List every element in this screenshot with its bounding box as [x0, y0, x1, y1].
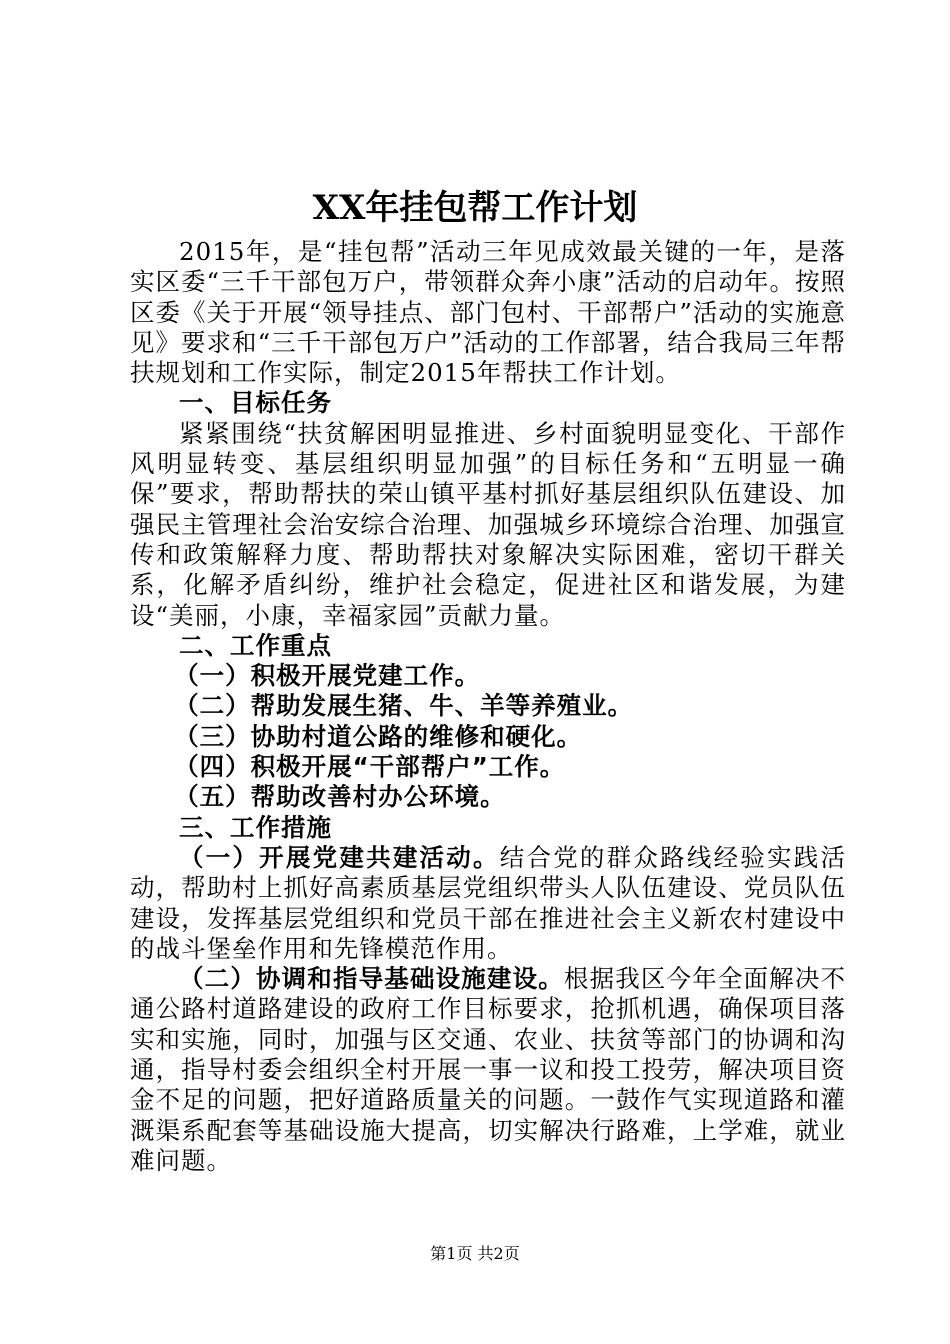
document-title: XX年挂包帮工作计划	[312, 188, 638, 228]
focus-item: （三）协助村道公路的维修和硬化。	[174, 721, 583, 751]
page-number-footer: 第1页 共2页	[430, 1244, 520, 1263]
section-heading-goals: 一、目标任务	[179, 388, 332, 418]
measure-paragraph-2	[130, 964, 846, 1176]
measure-body-1: 结合党的群众路线经验实践活动，帮助村上抓好高素质基层党组织带头人队伍建设、党员队伍建设，发挥基层党组织和党员干部在推进社会主义新农村建设中的战斗堡垒作用和先锋模范作用。	[130, 842, 846, 963]
section-heading-measures: 三、工作措施	[179, 812, 332, 842]
measure-lead-2: （二）协调和指导基础设施建设。	[179, 964, 564, 994]
document-body	[130, 237, 846, 1176]
focus-item: （一）积极开展党建工作。	[174, 661, 481, 691]
focus-item: （四）积极开展“干部帮户”工作。	[174, 752, 566, 782]
goals-paragraph: 紧紧围绕“扶贫解困明显推进、乡村面貌明显变化、干部作风明显转变、基层组织明显加强”的目标任务和“五明显一确保”要求，帮助帮扶的荣山镇平基村抓好基层组织队伍建设、加强民主管理社会治安综合治理、加强城乡环境综合治理、加强宣传和政策解释力度、帮助帮扶对象解决实际困难，密切干群关系，化解矛盾纠纷，维护社会稳定，促进社区和谐发展，为建设“美丽，小康，幸福家园”贡献力量。	[130, 418, 846, 630]
measure-body-2: 根据我区今年全面解决不通公路村道路建设的政府工作目标要求，抢抓机遇，确保项目落实和实施，同时，加强与区交通、农业、扶贫等部门的协调和沟通，指导村委会组织全村开展一事一议和投工投劳，解决项目资金不足的问题，把好道路质量关的问题。一鼓作气实现道路和灌溉渠系配套等基础设施大提高，切实解决行路难，上学难，就业难问题。	[130, 964, 847, 1175]
section-heading-focus: 二、工作重点	[179, 630, 332, 660]
intro-paragraph: 2015年，是“挂包帮”活动三年见成效最关键的一年，是落实区委“三千干部包万户，带领群众奔小康”活动的启动年。按照区委《关于开展“领导挂点、部门包村、干部帮户”活动的实施意见》要求和“三千干部包万户”活动的工作部署，结合我局三年帮扶规划和工作实际，制定2015年帮扶工作计划。	[130, 237, 846, 388]
focus-item: （五）帮助改善村办公环境。	[174, 782, 506, 812]
measure-lead-1: （一）开展党建共建活动。	[179, 842, 500, 872]
focus-item: （二）帮助发展生猪、牛、羊等养殖业。	[174, 691, 634, 721]
measure-paragraph-1	[130, 843, 846, 964]
